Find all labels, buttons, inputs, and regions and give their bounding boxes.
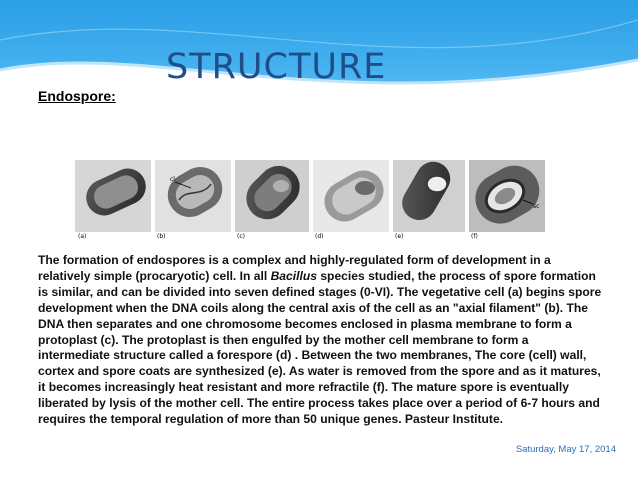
- micrograph-panel-d: [313, 160, 391, 240]
- section-subtitle: Endospore:: [38, 88, 116, 104]
- annotation-sc: sc: [533, 203, 540, 210]
- panel-label-d: (d): [315, 233, 324, 240]
- body-text-part-1: The formation of endospores is a complex and highly-regulated form of development in a relatively simple (procaryotic) cell. In all: [38, 253, 551, 283]
- panel-label-b: (b): [157, 233, 166, 240]
- micrograph-panel-b: [155, 160, 231, 240]
- micrograph-panel-c: [235, 160, 309, 240]
- panel-label-a: (a): [78, 233, 87, 240]
- body-text-part-2: species studied, the process of spore formation is similar, and can be divided into seven defined stages (0-VI). The vegetative cell (a) begins spore development when the DNA coils along the central axis of the cell as an "axial filament" (b). The DNA then separates and one chromosome becomes enclosed in plasma membrane to form a protoplast (c). The protoplast is then engulfed by the mother cell membrane to form a intermediate structure called a forespore (d) . Between the two membranes, The core (cell) wall, cortex and spore coats are synthesized (e). As water is removed from the spore and as it matures, it becomes increasingly heat resistant and more refractile (f). The mature spore is eventually liberated by lysis of the mother cell. The entire process takes place over a period of 6-7 hours and requires the temporal regulation of more than 50 unique genes. Pasteur Institute.: [38, 268, 602, 427]
- micrograph-panel-a: [75, 160, 152, 240]
- annotation-cl: cl: [170, 176, 175, 183]
- micrograph-panel-e: [393, 160, 465, 240]
- panel-label-e: (e): [395, 233, 404, 240]
- endospore-micrograph-figure: [75, 160, 545, 240]
- slide-title: STRUCTURE: [166, 47, 387, 87]
- genus-name-italic: Bacillus: [270, 268, 317, 283]
- body-paragraph: [38, 253, 603, 428]
- panel-label-c: (c): [237, 233, 245, 240]
- micrograph-panel-f: [466, 160, 545, 240]
- slide-date: Saturday, May 17, 2014: [515, 444, 616, 455]
- panel-label-f: (f): [471, 233, 478, 240]
